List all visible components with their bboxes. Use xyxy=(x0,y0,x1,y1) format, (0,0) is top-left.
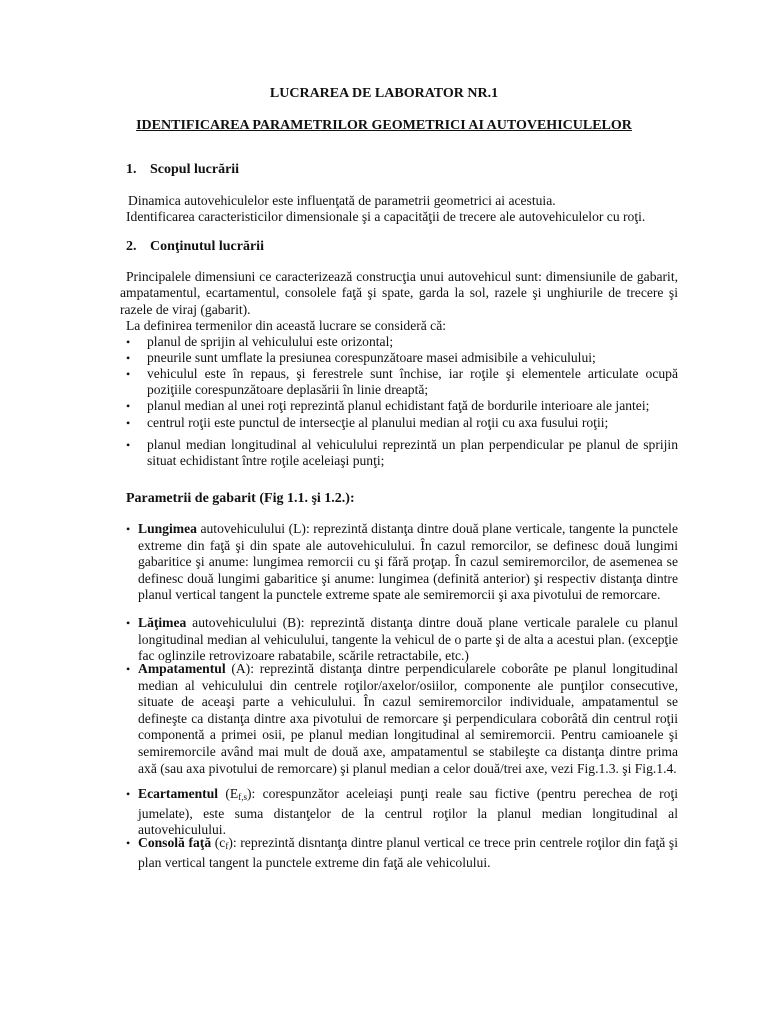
section-1-number: 1. xyxy=(126,162,137,177)
list-item xyxy=(126,437,678,470)
gabarit-item-latimea xyxy=(126,615,678,665)
subscript: f,s xyxy=(238,792,247,802)
list-item-text: planul de sprijin al vehiculului este orizontal; xyxy=(147,334,394,349)
definition: (A): reprezintă distanţa dintre perpendicularele coborâte pe planul longitudinal median al vehiculului din centrele roţilor/axelor/osiilor, componente ale punţilor consecutive, situate de aceaşi parte a vehiculului. În cazul semiremorcilor individuale, ampatamentul se defineşte ca distanţa dintre axa pivotului de remorcare şi perpendiculara coborâtă din centrul roţii componentă a primei osii, pe planul median longitudinal al semiremorcii. Pentru camioanele şi semiremorcile având mai mult de două axe, ampatamentul se stabileşte ca distanţa dintre prima axă (sau axa pivotului de remorcare) şi planul median a celor două/trei axe, vezi Fig.1.3. şi Fig.1.4. xyxy=(138,661,678,776)
section-2-title: Conţinutul lucrării xyxy=(150,239,264,254)
list-item xyxy=(126,398,678,414)
list-item xyxy=(126,415,678,431)
list-item-text: vehiculul este în repaus, şi ferestrele sunt închise, iar roţile şi elementele articulate ocupă poziţiile corespunzătoare deplasării în linie dreaptă; xyxy=(147,366,678,398)
term: Lăţimea xyxy=(138,615,187,630)
subscript: f xyxy=(225,841,229,851)
bullet-icon: • xyxy=(126,367,131,381)
bullet-icon: • xyxy=(126,416,131,430)
definition-prefix: (E xyxy=(218,786,239,801)
lab-title: LUCRAREA DE LABORATOR NR.1 xyxy=(269,86,499,101)
term: Lungimea xyxy=(138,521,197,536)
list-item xyxy=(126,366,678,399)
list-item xyxy=(126,334,678,350)
gabarit-item-ecartamentul xyxy=(126,786,678,839)
definition: autovehiculului (L): reprezintă distanţa dintre două plane verticale, tangente la punctele extreme din faţă şi din spate ale autovehiculului. În cazul remorcilor, se definesc două lungimi gabaritice şi anume: lungimea remorcii cu şi fără proţap. În cazul semiremorcilor, de asemenea se definesc două lungimi gabaritice şi anume: lungimea (definită anterior) şi respectiv distanţa dintre planul vertical tangent la punctele extreme spate ale semiremorcii şi axa pivotului de remorcare. xyxy=(138,521,678,603)
section-1-heading xyxy=(126,162,239,178)
gabarit-item-text xyxy=(138,835,678,871)
bullet-icon: • xyxy=(126,616,131,630)
bullet-icon: • xyxy=(126,662,131,676)
definition: ): reprezintă disntanţa dintre planul vertical ce trece prin centrele roţilor din faţă şi plan vertical tangent la punctele extreme din faţă ale vehicolului. xyxy=(138,835,678,870)
gabarit-heading: Parametrii de gabarit (Fig 1.1. şi 1.2.): xyxy=(126,491,355,506)
bullet-icon: • xyxy=(126,335,131,349)
list-item xyxy=(126,350,678,366)
gabarit-item-ampatamentul xyxy=(126,661,678,777)
gabarit-item-text xyxy=(138,786,678,839)
definition: autovehiculului (B): reprezintă distanţa dintre două plane verticale paralele cu planul longitudinal median al vehiculului, tangente la vehicul de o parte şi de alta a acestui plan. (excepţie fac oglinzile retrovizoare rabatabile, scările retractabile, etc.) xyxy=(138,615,678,664)
section-2-heading xyxy=(126,239,264,255)
gabarit-item-text xyxy=(138,521,678,604)
section-2-definition-line: La definirea termenilor din această lucrare se consideră că: xyxy=(126,318,447,333)
list-item-text: pneurile sunt umflate la presiunea corespunzătoare masei admisibile a vehiculului; xyxy=(147,350,596,365)
bullet-icon: • xyxy=(126,522,131,536)
definition-prefix: (c xyxy=(211,835,226,850)
gabarit-item-consola-fata xyxy=(126,835,678,871)
term: Ampatamentul xyxy=(138,661,226,676)
list-item-text: centrul roţii este punctul de intersecţie al planului median al roţii cu axa fusului roţii; xyxy=(147,415,609,430)
list-item-text: planul median longitudinal al vehiculului reprezintă un plan perpendicular pe planul de sprijin situat echidistant între roţile aceleiaşi punţi; xyxy=(147,437,678,469)
bullet-icon: • xyxy=(126,399,131,413)
section-2-intro: Principalele dimensiuni ce caracterizează construcţia unui autovehicul sunt: dimensiunile de gabarit, ampatamentul, ecartamentul, consolele faţă şi spate, garda la sol, razele şi unghiurile de trecere şi razele de viraj (gabarit). xyxy=(120,269,678,317)
term: Consolă faţă xyxy=(138,835,212,850)
bullet-icon: • xyxy=(126,836,131,850)
section-1-line-1: Dinamica autovehiculelor este influenţată de parametrii geometrici ai acestuia. xyxy=(128,193,556,208)
list-item-text: planul median al unei roţi reprezintă planul echidistant faţă de bordurile interioare ale jantei; xyxy=(147,398,650,413)
term: Ecartamentul xyxy=(138,786,219,801)
bullet-icon: • xyxy=(126,351,131,365)
lab-subtitle: IDENTIFICAREA PARAMETRILOR GEOMETRICI AI AUTOVEHICULELOR xyxy=(136,118,632,133)
section-1-title: Scopul lucrării xyxy=(150,162,240,177)
gabarit-item-lungimea xyxy=(126,521,678,604)
bullet-icon: • xyxy=(126,787,131,801)
gabarit-item-text xyxy=(138,661,678,777)
definition: ): corespunzător aceleiaşi punţi reale sau fictive (pentru perechea de roţi jumelate), este suma distanţelor de la centrul roţilor la planul median longitudinal al autovehiculului. xyxy=(138,786,679,838)
gabarit-item-text xyxy=(138,615,678,665)
bullet-icon: • xyxy=(126,438,131,452)
section-1-line-2: Identificarea caracteristicilor dimensionale şi a capacităţii de trecere ale autovehiculelor cu roţi. xyxy=(126,209,646,224)
section-2-number: 2. xyxy=(126,239,137,254)
